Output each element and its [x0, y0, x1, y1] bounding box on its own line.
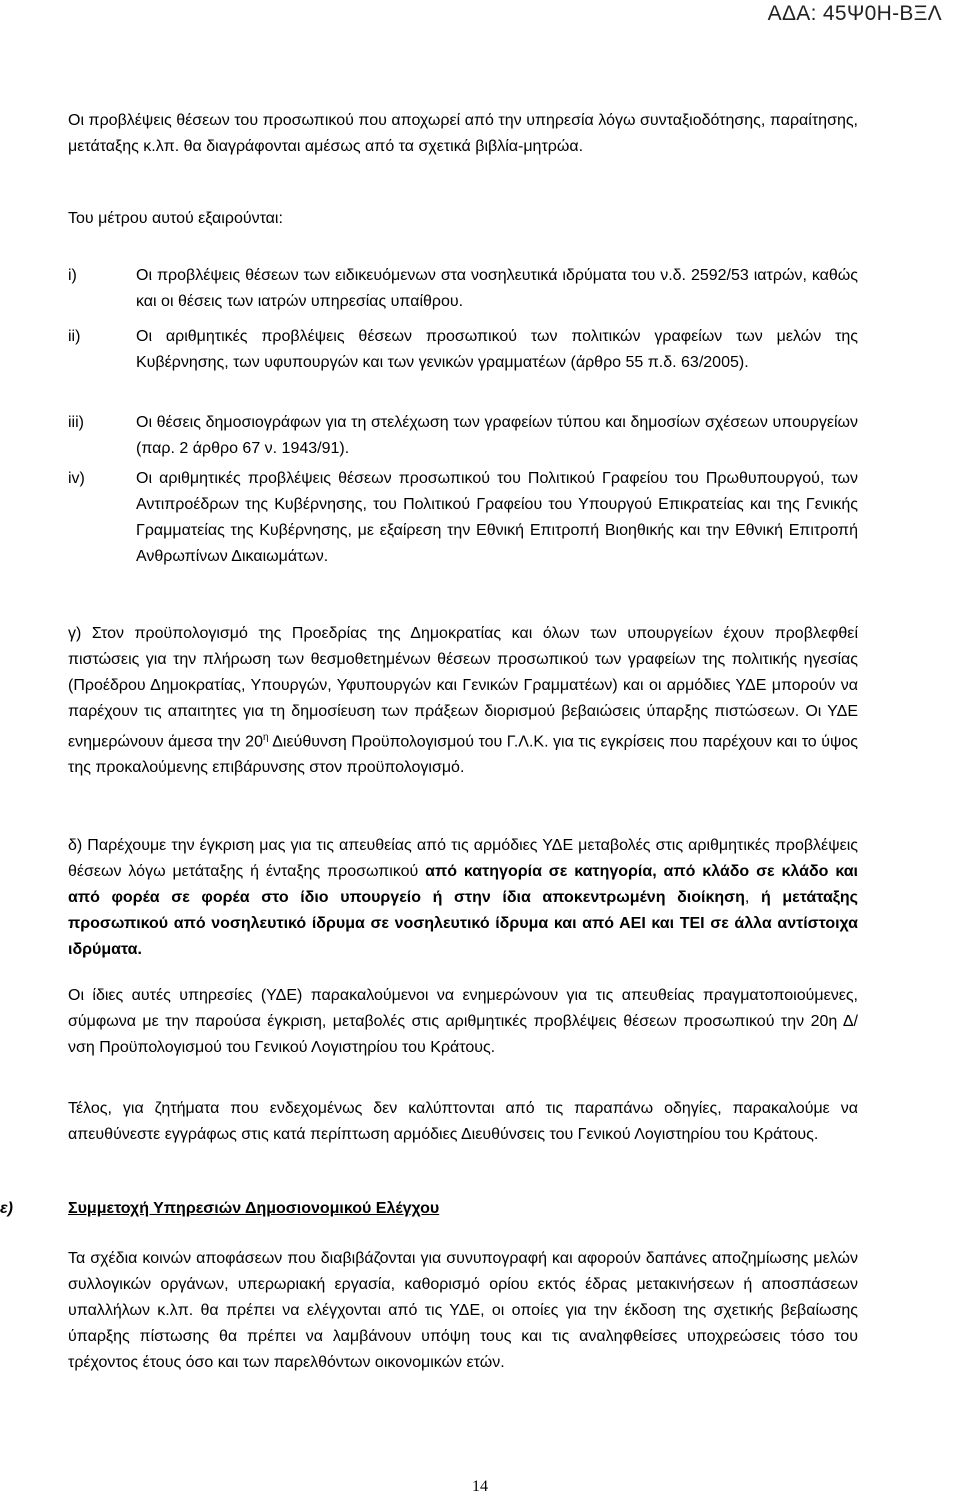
list-text: Οι θέσεις δημοσιογράφων για τη στελέχωση των γραφείων τύπου και δημοσίων σχέσεων υπουργείων (παρ. 2 άρθρο 67 ν. 1943/91).: [136, 414, 858, 457]
list-number: i): [68, 267, 77, 284]
delta-text: δ) Παρέχουμε την έγκριση μας για τις απευθείας από τις αρμόδιες ΥΔΕ μεταβολές στις αριθμητικές προβλέψεις θέσεων λόγω μετάταξης ή ένταξης προσωπικού: [68, 837, 858, 880]
section-body: Τα σχέδια κοινών αποφάσεων που διαβιβάζονται για συνυπογραφή και αφορούν δαπάνες αποζημίωσης μελών συλλογικών οργάνων, υπερωριακή εργασία, καθορισμό ορίου εκτός έδρας μετακινήσεων ή αποσπάσεων υπαλλήλων κ.λπ. θα πρέπει να ελέγχονται από τις ΥΔΕ, οι οποίες για την έκδοση της σχετικής βεβαίωσης ύπαρξης πίστωσης θα πρέπει να λαμβάνουν υπόψη τους και τις αναληφθείσες υποχρεώσεις τόσο του τρέχοντος έτους όσο και των παρελθόντων οικονομικών ετών.: [68, 1250, 858, 1371]
section-letter: ε): [0, 1200, 13, 1217]
paragraph-delta: [68, 833, 858, 963]
list-number: iii): [68, 414, 84, 431]
delta-separator: ,: [744, 889, 761, 906]
page-number: 14: [472, 1478, 488, 1495]
ada-code: ΑΔΑ: 45Ψ0Η-ΒΞΛ: [767, 2, 942, 25]
superscript: η: [262, 732, 269, 743]
section-title: Συμμετοχή Υπηρεσιών Δημοσιονομικού Ελέγχου: [68, 1200, 440, 1217]
paragraph-gamma-text: γ) Στον προϋπολογισμό της Προεδρίας της Δημοκρατίας και όλων των υπουργείων έχουν προβλεφθεί πιστώσεις για την πλήρωση των θεσμοθετημένων θέσεων προσωπικού των γραφείων της πολιτικής ηγεσίας (Προέδρου Δημοκρατίας, Υπουργών, Υφυπουργών και Γενικών Γραμματέων) και οι αρμόδιες ΥΔΕ μπορούν να παρέχουν τις απαιτητες για τη δημοσίευση των πράξεων διορισμού βεβαιώσεις ύπαρξης πιστώσεων. Οι ΥΔΕ ενημερώνουν άμεσα την 20: [68, 625, 858, 751]
intro-paragraph: Οι προβλέψεις θέσεων του προσωπικού που αποχωρεί από την υπηρεσία λόγω συνταξιοδότησης, παραίτησης, μετάταξης κ.λπ. θα διαγράφονται αμέσως από τα σχετικά βιβλία-μητρώα.: [68, 112, 858, 155]
delta-bold-text: από κατηγορία σε κατηγορία, από κλάδο σε κλάδο και από φορέα σε φορέα στο ίδιο υπουργείο ή στην ίδια αποκεντρωμένη διοίκηση: [68, 863, 858, 906]
list-text: Οι αριθμητικές προβλέψεις θέσεων προσωπικού των πολιτικών γραφείων των μελών της Κυβέρνησης, των υφυπουργών και των γενικών γραμματέων (άρθρο 55 π.δ. 63/2005).: [136, 328, 858, 371]
list-number: ii): [68, 328, 81, 345]
paragraph-delta-2: Οι ίδιες αυτές υπηρεσίες (ΥΔΕ) παρακαλούμενοι να ενημερώνουν για τις απευθείας πραγματοποιούμενες, σύμφωνα με την παρούσα έγκριση, μεταβολές στις αριθμητικές προβλέψεις θέσεων προσωπικού την 20η Δ/νση Προϋπολογισμού του Γενικού Λογιστηρίου του Κράτους.: [68, 987, 858, 1056]
list-text: Οι αριθμητικές προβλέψεις θέσεων προσωπικού του Πολιτικού Γραφείου του Πρωθυπουργού, των Αντιπροέδρων της Κυβέρνησης, του Πολιτικού Γραφείου του Υπουργού Επικρατείας και της Γενικής Γραμματείας της Κυβέρνησης, με εξαίρεση την Εθνική Επιτροπή Βιοηθικής και την Εθνική Επιτροπή Ανθρωπίνων Δικαιωμάτων.: [136, 470, 858, 565]
exceptions-intro: Του μέτρου αυτού εξαιρούνται:: [68, 210, 283, 227]
paragraph-gamma-text-end: Διεύθυνση Προϋπολογισμού του Γ.Λ.Κ. για τις εγκρίσεις που παρέχουν και το ύψος της προκαλούμενης επιβάρυνσης στον προϋπολογισμό.: [68, 733, 859, 777]
delta-bold-text-2: ή μετάταξης προσωπικού από νοσηλευτικό ίδρυμα σε νοσηλευτικό ίδρυμα και από ΑΕΙ και ΤΕΙ σε άλλα αντίστοιχα ιδρύματα.: [68, 889, 859, 958]
list-text: Οι προβλέψεις θέσεων των ειδικευόμενων στα νοσηλευτικά ιδρύματα του ν.δ. 2592/53 ιατρών, καθώς και οι θέσεις των ιατρών υπηρεσίας υπαίθρου.: [136, 267, 858, 310]
list-number: iv): [68, 470, 85, 487]
paragraph-gamma: [68, 621, 858, 781]
closing-paragraph: Τέλος, για ζητήματα που ενδεχομένως δεν καλύπτονται από τις παραπάνω οδηγίες, παρακαλούμε να απευθύνεστε εγγράφως στις κατά περίπτωση αρμόδιες Διευθύνσεις του Γενικού Λογιστηρίου του Κράτους.: [68, 1100, 858, 1143]
